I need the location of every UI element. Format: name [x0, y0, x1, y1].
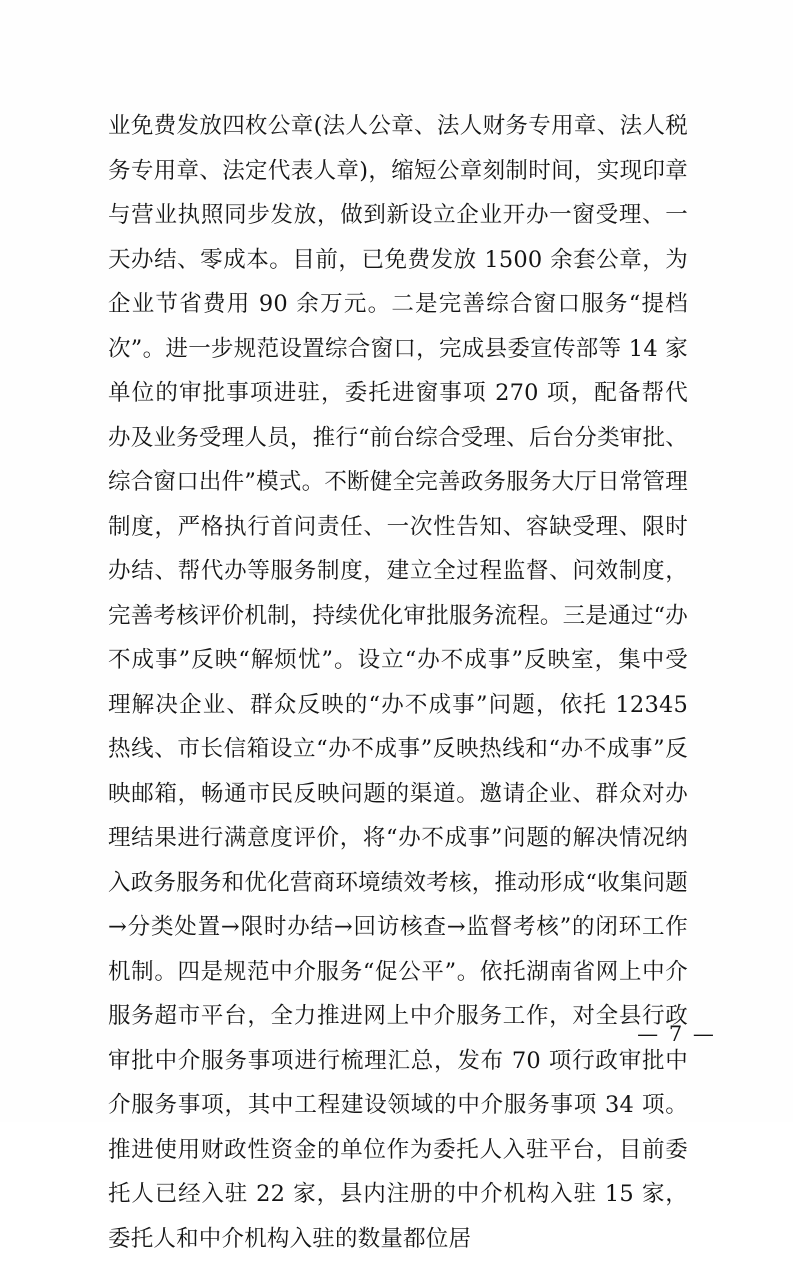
page-number-label: — 7 —	[637, 1022, 716, 1046]
page-number	[0, 1022, 793, 1046]
document-body-text	[108, 104, 688, 1261]
body-paragraph: 业免费发放四枚公章(法人公章、法人财务专用章、法人税务专用章、法定代表人章)，缩短公章刻制时间，实现印章与营业执照同步发放，做到新设立企业开办一窗受理、一天办结、零成本。目前，已免费发放 1500 余套公章，为企业节省费用 90 余万元。二是完善综合窗口服务“提档次”。进一步规范设置综合窗口，完成县委宣传部等 14 家单位的审批事项进驻，委托进窗事项 270 项，配备帮代办及业务受理人员，推行“前台综合受理、后台分类审批、综合窗口出件”模式。不断健全完善政务服务大厅日常管理制度，严格执行首问责任、一次性告知、容缺受理、限时办结、帮代办等服务制度，建立全过程监督、问效制度，完善考核评价机制，持续优化审批服务流程。三是通过“办不成事”反映“解烦忧”。设立“办不成事”反映室，集中受理解决企业、群众反映的“办不成事”问题，依托 12345 热线、市长信箱设立“办不成事”反映热线和“办不成事”反映邮箱，畅通市民反映问题的渠道。邀请企业、群众对办理结果进行满意度评价，将“办不成事”问题的解决情况纳入政务服务和优化营商环境绩效考核，推动形成“收集问题→分类处置→限时办结→回访核查→监督考核”的闭环工作机制。四是规范中介服务“促公平”。依托湖南省网上中介服务超市平台，全力推进网上中介服务工作，对全县行政审批中介服务事项进行梳理汇总，发布 70 项行政审批中介服务事项，其中工程建设领域的中介服务事项 34 项。推进使用财政性资金的单位作为委托人入驻平台，目前委托人已经入驻 22 家，县内注册的中介机构入驻 15 家，委托人和中介机构入驻的数量都位居	[108, 113, 688, 1252]
